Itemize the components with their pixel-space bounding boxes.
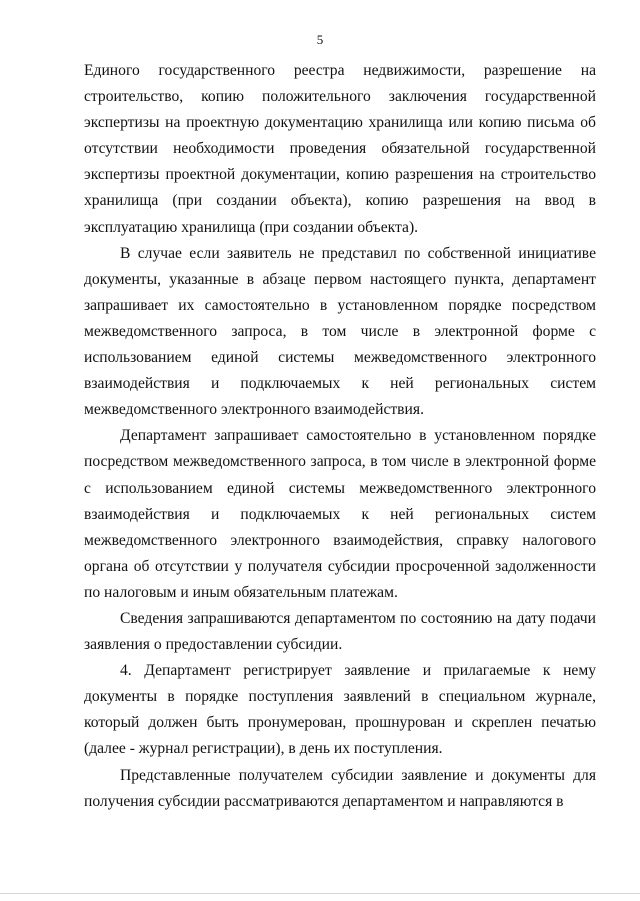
document-body bbox=[84, 58, 596, 815]
paragraph-3: Департамент запрашивает самостоятельно в установленном порядке посредством межведомственного запроса, в том числе в электронной форме с использованием единой системы межведомственного электронного взаимодействия и подключаемых к ней региональных систем межведомственного электронного взаимодействия, справку налогового органа об отсутствии у получателя субсидии просроченной задолженности по налоговым и иным обязательным платежам. bbox=[84, 427, 596, 601]
paragraph-5: 4. Департамент регистрирует заявление и прилагаемые к нему документы в порядке поступления заявлений в специальном журнале, который должен быть пронумерован, прошнурован и скреплен печатью (далее - журнал регистрации), в день их поступления. bbox=[84, 662, 596, 758]
paragraph-2: В случае если заявитель не представил по собственной инициативе документы, указанные в абзаце первом настоящего пункта, департамент запрашивает их самостоятельно в установленном порядке посредством межведомственного запроса, в том числе в электронной форме с использованием единой системы межведомственного электронного взаимодействия и подключаемых к ней региональных систем межведомственного электронного взаимодействия. bbox=[84, 244, 596, 419]
page-bottom-edge bbox=[0, 893, 640, 894]
page-number: 5 bbox=[316, 32, 324, 47]
paragraph-4: Сведения запрашиваются департаментом по состоянию на дату подачи заявления о предоставлении субсидии. bbox=[84, 609, 596, 654]
paragraph-6: Представленные получателем субсидии заявление и документы для получения субсидии рассматриваются департаментом и направляются в bbox=[84, 766, 596, 810]
paragraph-1: Единого государственного реестра недвижимости, разрешение на строительство, копию положительного заключения государственной экспертизы на проектную документацию хранилища или копию письма об отсутствии необходимости проведения обязательной государственной экспертизы проектной документации, копию разрешения на строительство хранилища (при создании объекта), копию разрешения на ввод в эксплуатацию хранилища (при создании объекта). bbox=[84, 62, 596, 236]
